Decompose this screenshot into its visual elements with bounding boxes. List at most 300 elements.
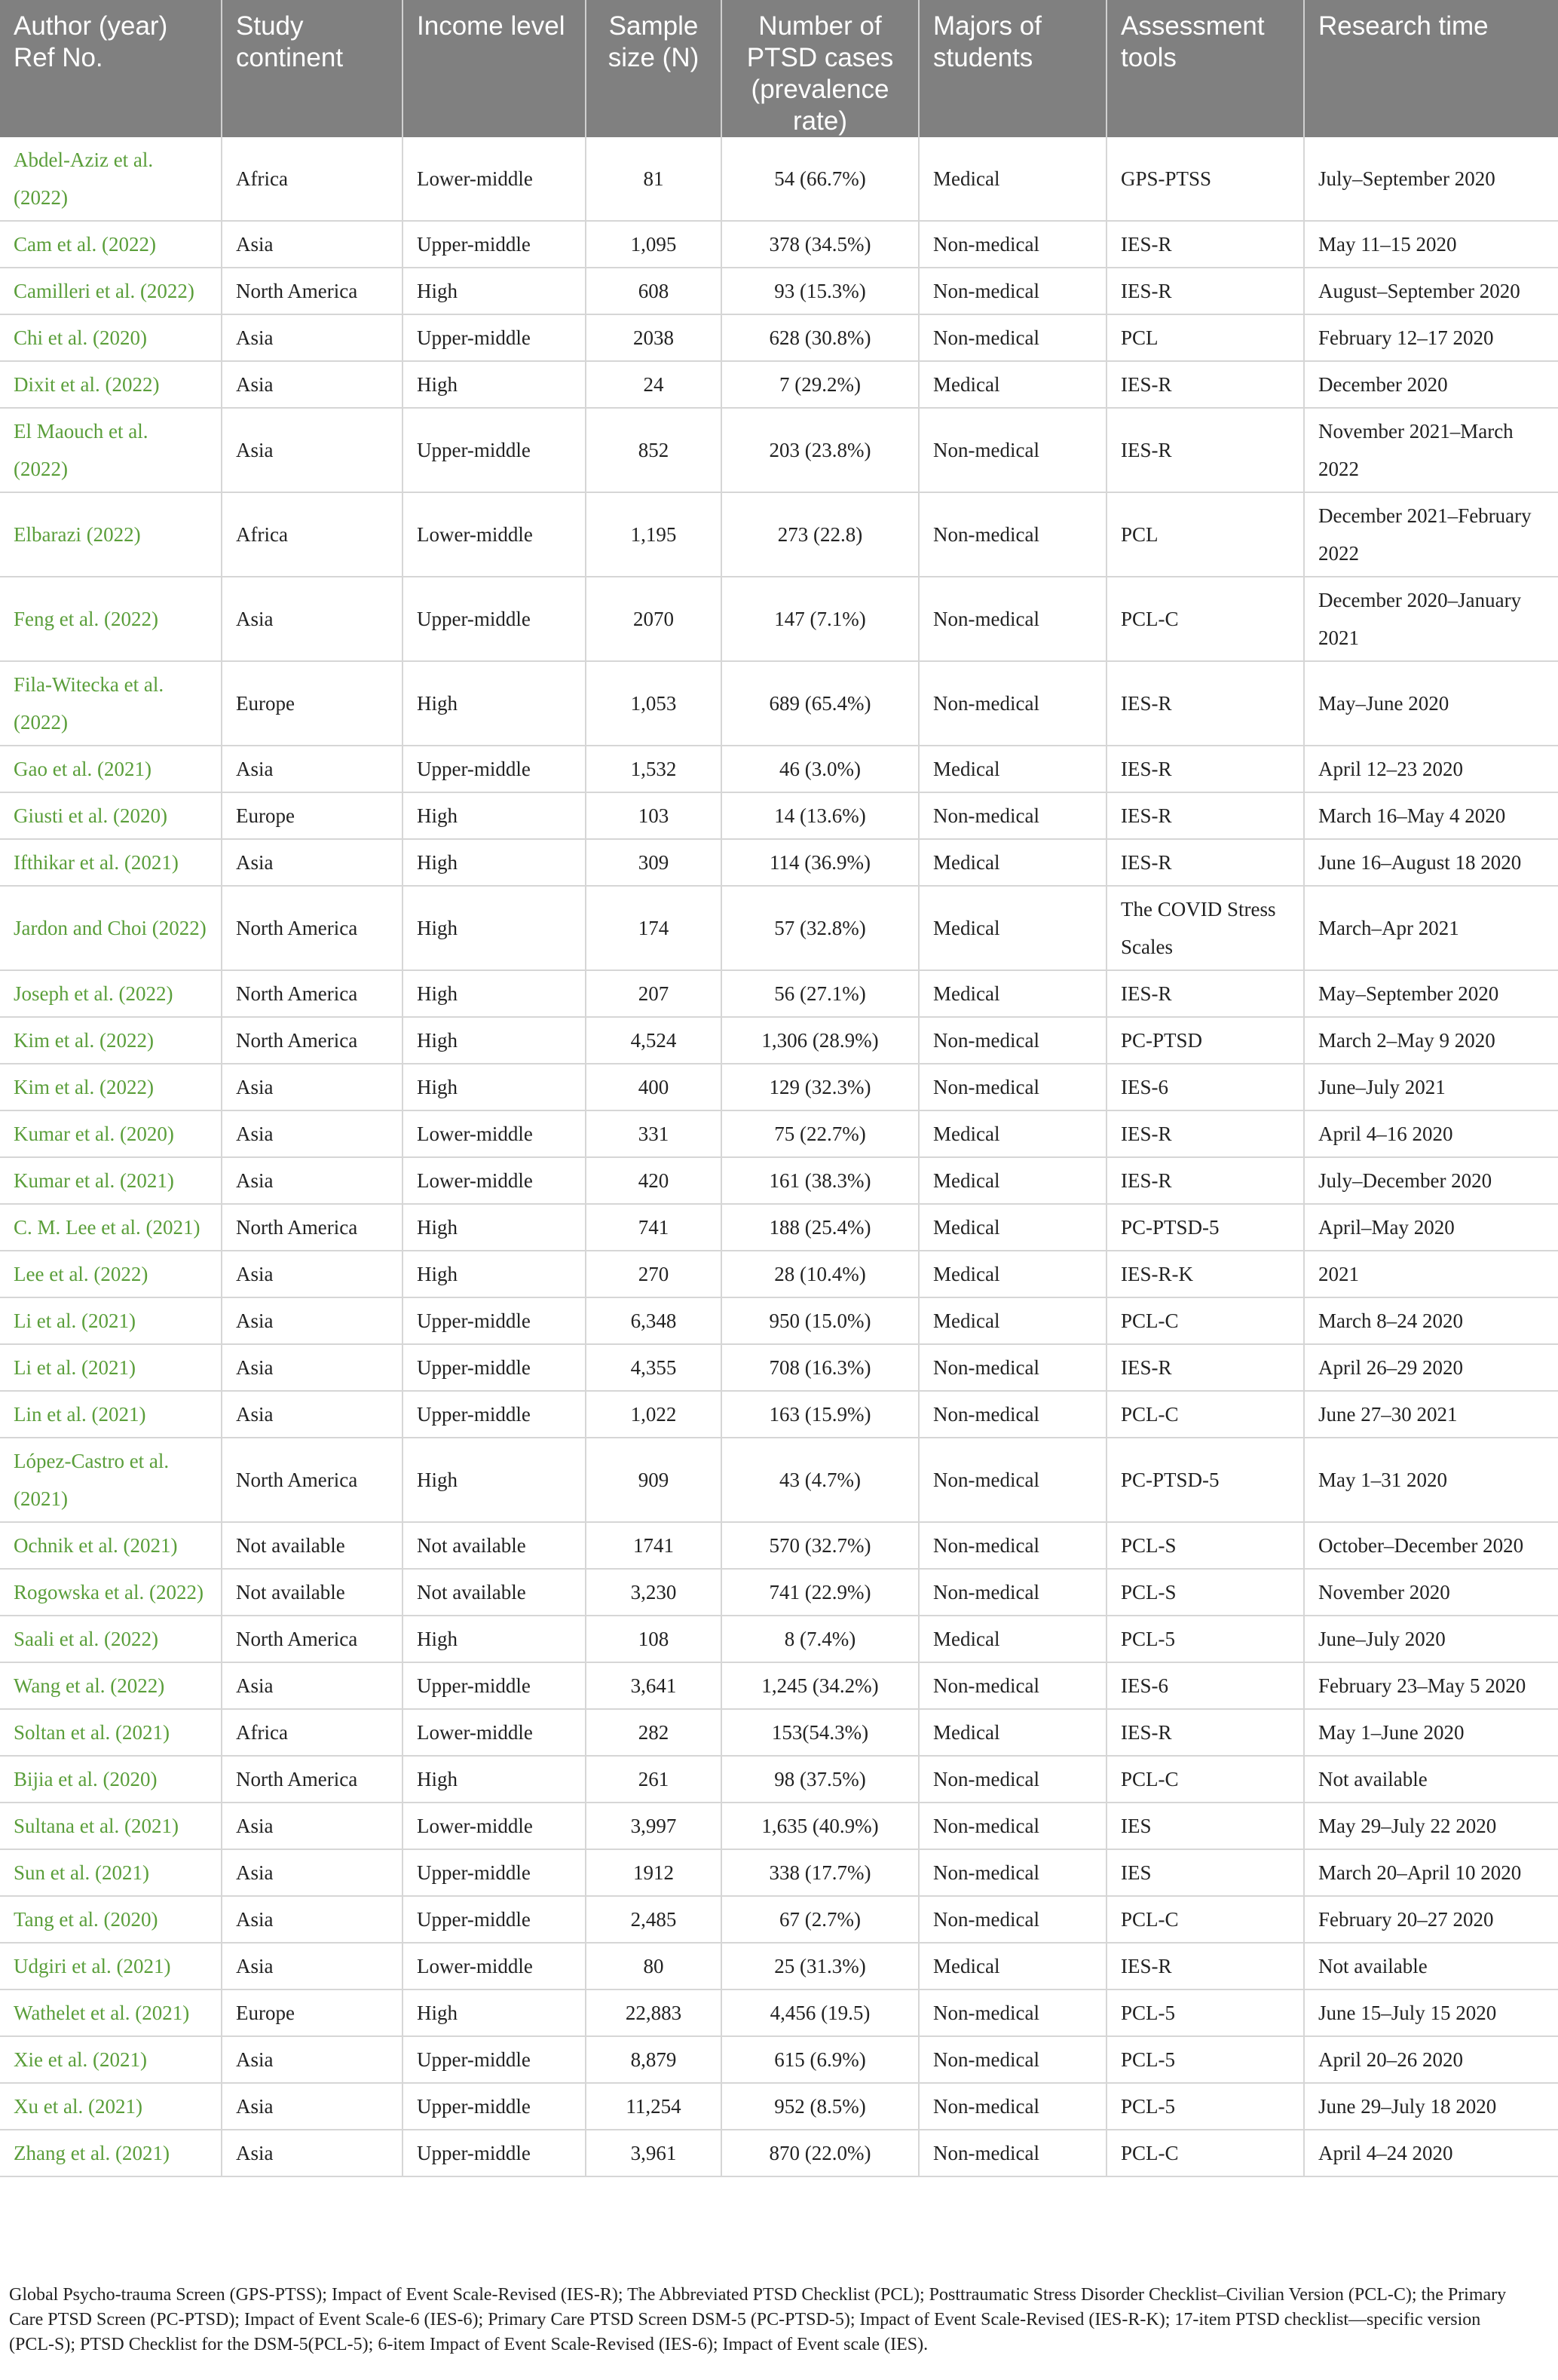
cell-research-time: July–September 2020: [1304, 137, 1558, 221]
cell-majors: Medical: [919, 1204, 1107, 1251]
cell-income: High: [403, 1251, 586, 1297]
table-row: [0, 314, 1558, 361]
cell-continent: Asia: [222, 746, 403, 792]
cell-author[interactable]: Kim et al. (2022): [0, 1017, 222, 1064]
cell-author[interactable]: Lee et al. (2022): [0, 1251, 222, 1297]
cell-continent: Asia: [222, 361, 403, 408]
cell-sample-size: 11,254: [586, 2083, 721, 2130]
cell-continent: Asia: [222, 1391, 403, 1438]
cell-research-time: March 16–May 4 2020: [1304, 792, 1558, 839]
table-row: [0, 1204, 1558, 1251]
cell-income: Upper-middle: [403, 1896, 586, 1943]
cell-research-time: March 20–April 10 2020: [1304, 1849, 1558, 1896]
cell-sample-size: 2038: [586, 314, 721, 361]
cell-ptsd-cases: 75 (22.7%): [721, 1110, 919, 1157]
cell-sample-size: 608: [586, 268, 721, 314]
cell-continent: Asia: [222, 2036, 403, 2083]
cell-assessment-tool: PCL-5: [1107, 2083, 1304, 2130]
cell-author[interactable]: Cam et al. (2022): [0, 221, 222, 268]
cell-majors: Non-medical: [919, 314, 1107, 361]
cell-majors: Non-medical: [919, 2083, 1107, 2130]
cell-assessment-tool: IES: [1107, 1803, 1304, 1849]
cell-majors: Medical: [919, 361, 1107, 408]
cell-assessment-tool: IES-R-K: [1107, 1251, 1304, 1297]
cell-author[interactable]: Rogowska et al. (2022): [0, 1569, 222, 1616]
cell-research-time: November 2020: [1304, 1569, 1558, 1616]
cell-author[interactable]: Zhang et al. (2021): [0, 2130, 222, 2176]
cell-assessment-tool: IES-R: [1107, 221, 1304, 268]
cell-ptsd-cases: 378 (34.5%): [721, 221, 919, 268]
cell-research-time: Not available: [1304, 1943, 1558, 1989]
cell-continent: Asia: [222, 1110, 403, 1157]
cell-author[interactable]: Ifthikar et al. (2021): [0, 839, 222, 886]
cell-ptsd-cases: 161 (38.3%): [721, 1157, 919, 1204]
cell-ptsd-cases: 57 (32.8%): [721, 886, 919, 970]
cell-continent: Asia: [222, 1157, 403, 1204]
cell-continent: Asia: [222, 1297, 403, 1344]
cell-majors: Non-medical: [919, 661, 1107, 746]
cell-income: High: [403, 839, 586, 886]
cell-author[interactable]: C. M. Lee et al. (2021): [0, 1204, 222, 1251]
cell-sample-size: 400: [586, 1064, 721, 1110]
cell-assessment-tool: IES-6: [1107, 1064, 1304, 1110]
table-row: [0, 577, 1558, 661]
cell-continent: Asia: [222, 1064, 403, 1110]
cell-income: High: [403, 268, 586, 314]
cell-sample-size: 1,053: [586, 661, 721, 746]
cell-research-time: February 12–17 2020: [1304, 314, 1558, 361]
cell-continent: Africa: [222, 137, 403, 221]
table-row: [0, 970, 1558, 1017]
cell-sample-size: 3,641: [586, 1662, 721, 1709]
cell-sample-size: 81: [586, 137, 721, 221]
cell-income: High: [403, 886, 586, 970]
cell-income: High: [403, 1756, 586, 1803]
cell-assessment-tool: PC-PTSD-5: [1107, 1438, 1304, 1522]
cell-majors: Non-medical: [919, 1662, 1107, 1709]
table-row: [0, 1344, 1558, 1391]
cell-sample-size: 331: [586, 1110, 721, 1157]
cell-sample-size: 22,883: [586, 1989, 721, 2036]
cell-ptsd-cases: 273 (22.8): [721, 492, 919, 577]
table-row: [0, 1157, 1558, 1204]
table-row: [0, 268, 1558, 314]
cell-author[interactable]: Lin et al. (2021): [0, 1391, 222, 1438]
cell-ptsd-cases: 98 (37.5%): [721, 1756, 919, 1803]
cell-author[interactable]: Sultana et al. (2021): [0, 1803, 222, 1849]
cell-research-time: June 27–30 2021: [1304, 1391, 1558, 1438]
cell-author[interactable]: Wathelet et al. (2021): [0, 1989, 222, 2036]
cell-continent: Asia: [222, 1896, 403, 1943]
cell-ptsd-cases: 708 (16.3%): [721, 1344, 919, 1391]
cell-majors: Non-medical: [919, 1849, 1107, 1896]
cell-ptsd-cases: 54 (66.7%): [721, 137, 919, 221]
cell-continent: North America: [222, 1756, 403, 1803]
cell-author[interactable]: Giusti et al. (2020): [0, 792, 222, 839]
table-row: [0, 2083, 1558, 2130]
cell-continent: Africa: [222, 1709, 403, 1756]
cell-assessment-tool: IES: [1107, 1849, 1304, 1896]
header-tools: Assessment tools: [1107, 0, 1304, 137]
cell-assessment-tool: IES-R: [1107, 1344, 1304, 1391]
cell-author[interactable]: Saali et al. (2022): [0, 1616, 222, 1662]
cell-ptsd-cases: 8 (7.4%): [721, 1616, 919, 1662]
cell-assessment-tool: PCL-C: [1107, 2130, 1304, 2176]
cell-continent: North America: [222, 1017, 403, 1064]
header-majors: Majors of students: [919, 0, 1107, 137]
cell-income: Upper-middle: [403, 1391, 586, 1438]
table-row: [0, 792, 1558, 839]
cell-assessment-tool: PCL-S: [1107, 1569, 1304, 1616]
cell-continent: Asia: [222, 2083, 403, 2130]
cell-author[interactable]: Bijia et al. (2020): [0, 1756, 222, 1803]
cell-income: High: [403, 1017, 586, 1064]
cell-research-time: May 11–15 2020: [1304, 221, 1558, 268]
header-research-time: Research time: [1304, 0, 1558, 137]
table-header: [0, 0, 1558, 137]
cell-sample-size: 270: [586, 1251, 721, 1297]
cell-research-time: February 20–27 2020: [1304, 1896, 1558, 1943]
cell-assessment-tool: IES-R: [1107, 1110, 1304, 1157]
cell-majors: Non-medical: [919, 1017, 1107, 1064]
cell-majors: Non-medical: [919, 408, 1107, 492]
cell-majors: Medical: [919, 839, 1107, 886]
cell-research-time: June 29–July 18 2020: [1304, 2083, 1558, 2130]
cell-continent: Asia: [222, 1943, 403, 1989]
cell-majors: Non-medical: [919, 1756, 1107, 1803]
table-row: [0, 1803, 1558, 1849]
header-sample-size: Sample size (N): [586, 0, 721, 137]
cell-research-time: May–June 2020: [1304, 661, 1558, 746]
cell-majors: Non-medical: [919, 2130, 1107, 2176]
cell-assessment-tool: GPS-PTSS: [1107, 137, 1304, 221]
cell-income: Lower-middle: [403, 1157, 586, 1204]
cell-assessment-tool: PCL-5: [1107, 1616, 1304, 1662]
cell-ptsd-cases: 628 (30.8%): [721, 314, 919, 361]
cell-income: High: [403, 1064, 586, 1110]
cell-sample-size: 80: [586, 1943, 721, 1989]
cell-research-time: June 16–August 18 2020: [1304, 839, 1558, 886]
cell-majors: Non-medical: [919, 1896, 1107, 1943]
cell-author[interactable]: Li et al. (2021): [0, 1297, 222, 1344]
cell-continent: Asia: [222, 577, 403, 661]
cell-assessment-tool: PCL-C: [1107, 1297, 1304, 1344]
cell-income: High: [403, 1616, 586, 1662]
cell-income: Upper-middle: [403, 314, 586, 361]
cell-author[interactable]: Jardon and Choi (2022): [0, 886, 222, 970]
table-row: [0, 1297, 1558, 1344]
cell-research-time: November 2021–March 2022: [1304, 408, 1558, 492]
cell-sample-size: 261: [586, 1756, 721, 1803]
cell-ptsd-cases: 25 (31.3%): [721, 1943, 919, 1989]
cell-majors: Medical: [919, 886, 1107, 970]
cell-research-time: April 20–26 2020: [1304, 2036, 1558, 2083]
cell-assessment-tool: PCL-C: [1107, 577, 1304, 661]
cell-ptsd-cases: 570 (32.7%): [721, 1522, 919, 1569]
table-row: [0, 1251, 1558, 1297]
cell-majors: Non-medical: [919, 1989, 1107, 2036]
table-row: [0, 746, 1558, 792]
cell-majors: Non-medical: [919, 1803, 1107, 1849]
header-continent: Study continent: [222, 0, 403, 137]
cell-sample-size: 3,961: [586, 2130, 721, 2176]
cell-author[interactable]: Xu et al. (2021): [0, 2083, 222, 2130]
cell-continent: North America: [222, 268, 403, 314]
header-author: Author (year) Ref No.: [0, 0, 222, 137]
cell-research-time: May 1–June 2020: [1304, 1709, 1558, 1756]
cell-majors: Medical: [919, 1616, 1107, 1662]
cell-assessment-tool: IES-R: [1107, 661, 1304, 746]
cell-research-time: May 1–31 2020: [1304, 1438, 1558, 1522]
cell-income: Lower-middle: [403, 137, 586, 221]
cell-income: Upper-middle: [403, 221, 586, 268]
cell-author[interactable]: Kumar et al. (2020): [0, 1110, 222, 1157]
cell-assessment-tool: PCL: [1107, 492, 1304, 577]
cell-continent: Africa: [222, 492, 403, 577]
cell-author[interactable]: Elbarazi (2022): [0, 492, 222, 577]
cell-author[interactable]: Xie et al. (2021): [0, 2036, 222, 2083]
cell-continent: Asia: [222, 1803, 403, 1849]
cell-sample-size: 1,095: [586, 221, 721, 268]
cell-assessment-tool: IES-R: [1107, 361, 1304, 408]
cell-sample-size: 8,879: [586, 2036, 721, 2083]
cell-income: Not available: [403, 1569, 586, 1616]
cell-author[interactable]: Wang et al. (2022): [0, 1662, 222, 1709]
cell-ptsd-cases: 1,245 (34.2%): [721, 1662, 919, 1709]
cell-sample-size: 174: [586, 886, 721, 970]
cell-research-time: May–September 2020: [1304, 970, 1558, 1017]
cell-sample-size: 2,485: [586, 1896, 721, 1943]
cell-ptsd-cases: 7 (29.2%): [721, 361, 919, 408]
cell-continent: Asia: [222, 314, 403, 361]
cell-majors: Non-medical: [919, 1438, 1107, 1522]
cell-sample-size: 1,195: [586, 492, 721, 577]
cell-assessment-tool: PC-PTSD-5: [1107, 1204, 1304, 1251]
table-body: [0, 137, 1558, 2176]
cell-income: Upper-middle: [403, 1344, 586, 1391]
cell-income: Lower-middle: [403, 1943, 586, 1989]
cell-continent: North America: [222, 1204, 403, 1251]
cell-ptsd-cases: 147 (7.1%): [721, 577, 919, 661]
cell-majors: Medical: [919, 1943, 1107, 1989]
cell-continent: North America: [222, 886, 403, 970]
cell-research-time: 2021: [1304, 1251, 1558, 1297]
cell-sample-size: 852: [586, 408, 721, 492]
cell-income: Upper-middle: [403, 746, 586, 792]
table-row: [0, 1616, 1558, 1662]
cell-assessment-tool: PCL-5: [1107, 2036, 1304, 2083]
cell-author[interactable]: López-Castro et al. (2021): [0, 1438, 222, 1522]
table-row: [0, 661, 1558, 746]
cell-author[interactable]: Sun et al. (2021): [0, 1849, 222, 1896]
cell-assessment-tool: IES-R: [1107, 792, 1304, 839]
cell-sample-size: 741: [586, 1204, 721, 1251]
cell-ptsd-cases: 67 (2.7%): [721, 1896, 919, 1943]
table-row: [0, 1849, 1558, 1896]
cell-ptsd-cases: 1,306 (28.9%): [721, 1017, 919, 1064]
cell-author[interactable]: Joseph et al. (2022): [0, 970, 222, 1017]
cell-research-time: May 29–July 22 2020: [1304, 1803, 1558, 1849]
table-row: [0, 2036, 1558, 2083]
table-row: [0, 1017, 1558, 1064]
cell-majors: Non-medical: [919, 1344, 1107, 1391]
table-row: [0, 839, 1558, 886]
table-row: [0, 492, 1558, 577]
table-row: [0, 2130, 1558, 2176]
table-row: [0, 886, 1558, 970]
table-row: [0, 1756, 1558, 1803]
cell-author[interactable]: Li et al. (2021): [0, 1344, 222, 1391]
cell-research-time: March 8–24 2020: [1304, 1297, 1558, 1344]
cell-ptsd-cases: 188 (25.4%): [721, 1204, 919, 1251]
cell-ptsd-cases: 43 (4.7%): [721, 1438, 919, 1522]
cell-continent: Not available: [222, 1569, 403, 1616]
cell-ptsd-cases: 93 (15.3%): [721, 268, 919, 314]
cell-majors: Non-medical: [919, 2036, 1107, 2083]
cell-assessment-tool: IES-6: [1107, 1662, 1304, 1709]
cell-assessment-tool: PCL-C: [1107, 1756, 1304, 1803]
cell-author[interactable]: Gao et al. (2021): [0, 746, 222, 792]
cell-ptsd-cases: 689 (65.4%): [721, 661, 919, 746]
cell-majors: Medical: [919, 1297, 1107, 1344]
cell-majors: Medical: [919, 1709, 1107, 1756]
cell-continent: Asia: [222, 1251, 403, 1297]
cell-author[interactable]: Soltan et al. (2021): [0, 1709, 222, 1756]
cell-assessment-tool: IES-R: [1107, 839, 1304, 886]
cell-sample-size: 2070: [586, 577, 721, 661]
cell-continent: North America: [222, 1616, 403, 1662]
cell-author[interactable]: Camilleri et al. (2022): [0, 268, 222, 314]
cell-research-time: June–July 2021: [1304, 1064, 1558, 1110]
cell-ptsd-cases: 56 (27.1%): [721, 970, 919, 1017]
cell-income: High: [403, 661, 586, 746]
cell-author[interactable]: Tang et al. (2020): [0, 1896, 222, 1943]
cell-income: High: [403, 1204, 586, 1251]
cell-income: Upper-middle: [403, 2130, 586, 2176]
cell-income: Lower-middle: [403, 1709, 586, 1756]
cell-research-time: August–September 2020: [1304, 268, 1558, 314]
cell-majors: Non-medical: [919, 1064, 1107, 1110]
cell-continent: Europe: [222, 792, 403, 839]
table-row: [0, 1709, 1558, 1756]
cell-majors: Non-medical: [919, 1522, 1107, 1569]
cell-research-time: April 4–24 2020: [1304, 2130, 1558, 2176]
cell-majors: Medical: [919, 970, 1107, 1017]
cell-author[interactable]: El Maouch et al. (2022): [0, 408, 222, 492]
cell-author[interactable]: Udgiri et al. (2021): [0, 1943, 222, 1989]
cell-assessment-tool: The COVID Stress Scales: [1107, 886, 1304, 970]
cell-continent: Europe: [222, 1989, 403, 2036]
cell-ptsd-cases: 203 (23.8%): [721, 408, 919, 492]
cell-author[interactable]: Feng et al. (2022): [0, 577, 222, 661]
cell-majors: Non-medical: [919, 792, 1107, 839]
cell-author[interactable]: Kumar et al. (2021): [0, 1157, 222, 1204]
header-income: Income level: [403, 0, 586, 137]
cell-assessment-tool: PCL: [1107, 314, 1304, 361]
cell-sample-size: 103: [586, 792, 721, 839]
cell-author[interactable]: Dixit et al. (2022): [0, 361, 222, 408]
cell-majors: Non-medical: [919, 577, 1107, 661]
table-row: [0, 1943, 1558, 1989]
cell-majors: Medical: [919, 1110, 1107, 1157]
cell-sample-size: 909: [586, 1438, 721, 1522]
cell-research-time: April 12–23 2020: [1304, 746, 1558, 792]
cell-continent: North America: [222, 1438, 403, 1522]
cell-assessment-tool: IES-R: [1107, 268, 1304, 314]
cell-research-time: December 2020: [1304, 361, 1558, 408]
cell-sample-size: 24: [586, 361, 721, 408]
cell-majors: Medical: [919, 1157, 1107, 1204]
cell-research-time: December 2020–January 2021: [1304, 577, 1558, 661]
cell-income: Lower-middle: [403, 492, 586, 577]
cell-ptsd-cases: 46 (3.0%): [721, 746, 919, 792]
cell-author[interactable]: Chi et al. (2020): [0, 314, 222, 361]
cell-continent: North America: [222, 970, 403, 1017]
cell-majors: Non-medical: [919, 492, 1107, 577]
cell-ptsd-cases: 870 (22.0%): [721, 2130, 919, 2176]
cell-author[interactable]: Fila-Witecka et al. (2022): [0, 661, 222, 746]
cell-assessment-tool: PCL-S: [1107, 1522, 1304, 1569]
cell-majors: Medical: [919, 137, 1107, 221]
cell-research-time: April 4–16 2020: [1304, 1110, 1558, 1157]
cell-author[interactable]: Abdel-Aziz et al. (2022): [0, 137, 222, 221]
cell-research-time: December 2021–February 2022: [1304, 492, 1558, 577]
cell-assessment-tool: PCL-C: [1107, 1391, 1304, 1438]
cell-continent: Asia: [222, 839, 403, 886]
cell-income: Upper-middle: [403, 1297, 586, 1344]
cell-sample-size: 207: [586, 970, 721, 1017]
cell-sample-size: 4,524: [586, 1017, 721, 1064]
cell-continent: Asia: [222, 1662, 403, 1709]
cell-assessment-tool: PCL-C: [1107, 1896, 1304, 1943]
table-row: [0, 1064, 1558, 1110]
cell-continent: Europe: [222, 661, 403, 746]
cell-sample-size: 282: [586, 1709, 721, 1756]
cell-sample-size: 1741: [586, 1522, 721, 1569]
cell-ptsd-cases: 1,635 (40.9%): [721, 1803, 919, 1849]
cell-income: Lower-middle: [403, 1803, 586, 1849]
cell-continent: Asia: [222, 1344, 403, 1391]
cell-sample-size: 1912: [586, 1849, 721, 1896]
cell-continent: Asia: [222, 2130, 403, 2176]
cell-author[interactable]: Kim et al. (2022): [0, 1064, 222, 1110]
table-row: [0, 1569, 1558, 1616]
cell-income: Upper-middle: [403, 2036, 586, 2083]
cell-majors: Non-medical: [919, 221, 1107, 268]
cell-sample-size: 4,355: [586, 1344, 721, 1391]
cell-assessment-tool: PCL-5: [1107, 1989, 1304, 2036]
cell-research-time: June–July 2020: [1304, 1616, 1558, 1662]
table-row: [0, 1438, 1558, 1522]
cell-ptsd-cases: 163 (15.9%): [721, 1391, 919, 1438]
cell-ptsd-cases: 741 (22.9%): [721, 1569, 919, 1616]
cell-assessment-tool: IES-R: [1107, 408, 1304, 492]
table-row: [0, 361, 1558, 408]
cell-research-time: July–December 2020: [1304, 1157, 1558, 1204]
cell-author[interactable]: Ochnik et al. (2021): [0, 1522, 222, 1569]
table-row: [0, 1110, 1558, 1157]
cell-ptsd-cases: 338 (17.7%): [721, 1849, 919, 1896]
cell-continent: Asia: [222, 1849, 403, 1896]
cell-assessment-tool: IES-R: [1107, 970, 1304, 1017]
cell-research-time: April 26–29 2020: [1304, 1344, 1558, 1391]
cell-assessment-tool: IES-R: [1107, 746, 1304, 792]
cell-sample-size: 1,022: [586, 1391, 721, 1438]
cell-ptsd-cases: 28 (10.4%): [721, 1251, 919, 1297]
table-row: [0, 1896, 1558, 1943]
table-row: [0, 408, 1558, 492]
cell-majors: Medical: [919, 746, 1107, 792]
